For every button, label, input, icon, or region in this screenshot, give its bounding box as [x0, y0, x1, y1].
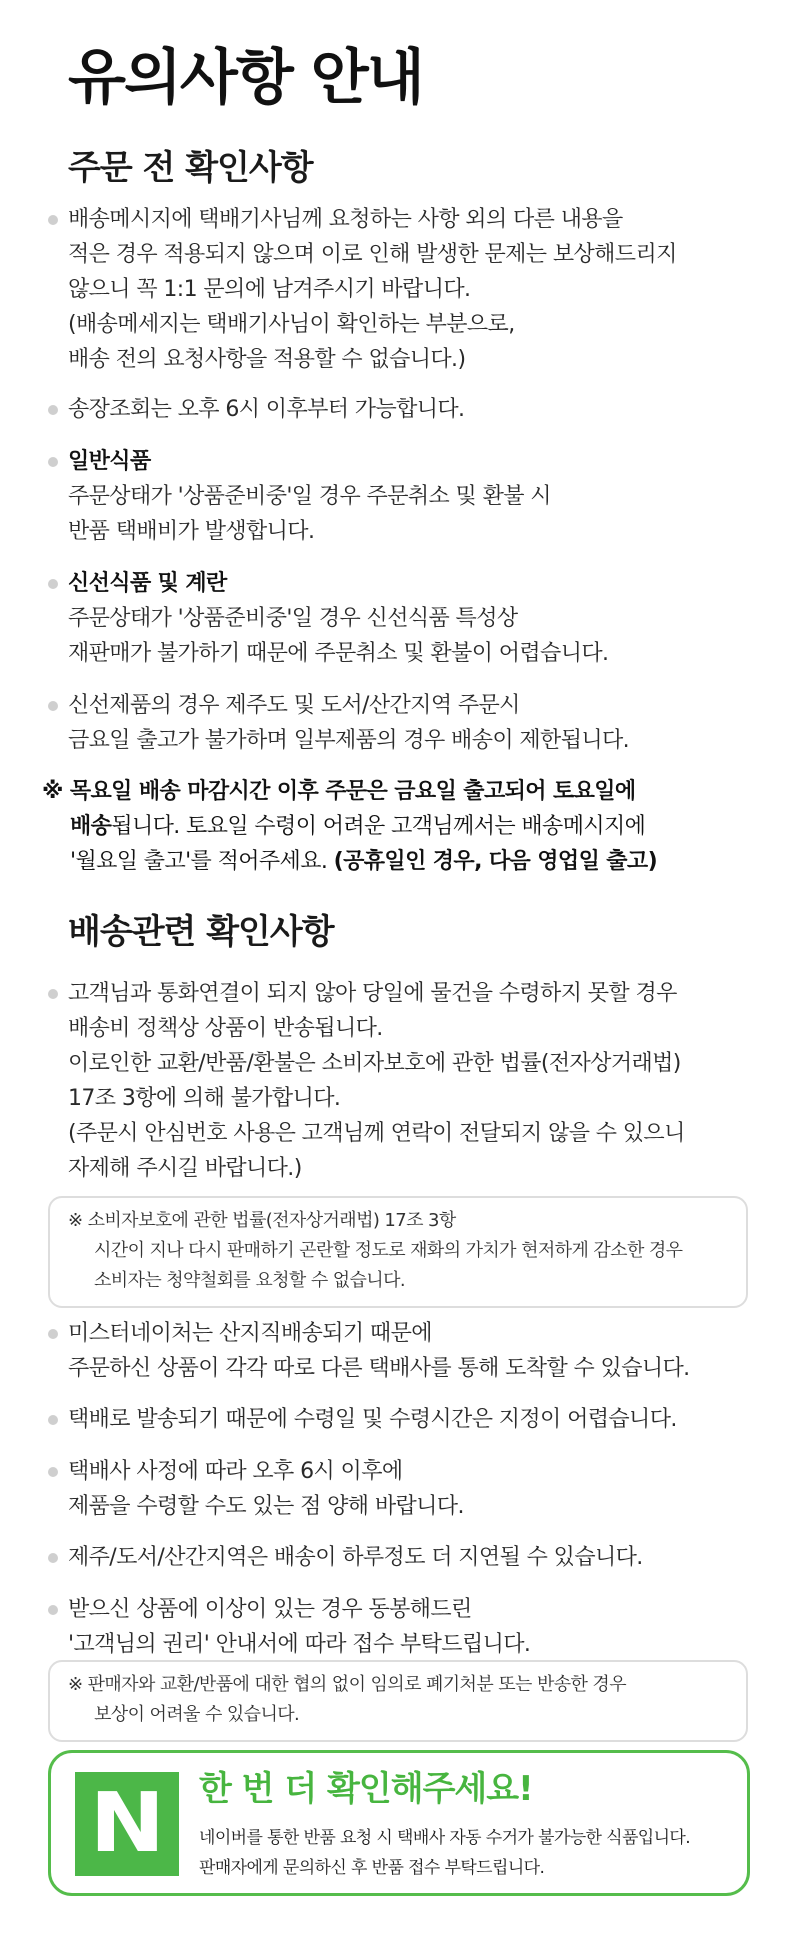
page-title: 유의사항 안내: [68, 43, 423, 113]
item-line: 미스터네이처는 산지직배송되기 때문에: [68, 1321, 432, 1346]
seller-agreement-box: [48, 1660, 748, 1742]
item-line: 배송비 정책상 상품이 반송됩니다.: [68, 1016, 383, 1041]
item-line: 택배사 사정에 따라 오후 6시 이후에: [68, 1459, 403, 1484]
notice-bold-text: ※ 목요일 배송 마감시간 이후 주문은 금요일 출고되어 토요일에: [42, 779, 636, 804]
item-line: 택배로 발송되기 때문에 수령일 및 수령시간은 지정이 어렵습니다.: [68, 1407, 677, 1432]
item-line: 재판매가 불가하기 때문에 주문취소 및 환불이 어렵습니다.: [68, 641, 609, 666]
notice-bold-text: 배송: [70, 814, 112, 839]
item-line: 받으신 상품에 이상이 있는 경우 동봉해드린: [68, 1597, 472, 1622]
naver-return-callout: [48, 1750, 750, 1896]
notice-bold-text: (공휴일인 경우, 다음 영업일 출고): [333, 849, 658, 874]
bullet-dot: [48, 1467, 58, 1477]
item-line: 배송 전의 요청사항을 적용할 수 없습니다.): [68, 347, 466, 372]
notice-text: '월요일 출고'를 적어주세요.: [70, 849, 334, 874]
item-line: (배송메세지는 택배기사님이 확인하는 부분으로,: [68, 312, 515, 337]
before-order-item-message: [68, 202, 760, 377]
bullet-dot: [48, 457, 58, 467]
naver-logo-letter: N: [89, 1776, 165, 1871]
item-line: 17조 3항에 의해 불가합니다.: [68, 1086, 341, 1111]
legal-line: 보상이 어려울 수 있습니다.: [94, 1704, 300, 1725]
delivery-item-direct-shipping: [68, 1316, 760, 1386]
legal-line: ※ 판매자와 교환/반품에 대한 협의 없이 임의로 폐기처분 또는 반송한 경우: [68, 1674, 627, 1695]
item-line: 않으니 꼭 1:1 문의에 남겨주시기 바랍니다.: [68, 277, 471, 302]
naver-headline: 한 번 더 확인해주세요!: [199, 1769, 533, 1809]
naver-desc-line: 판매자에게 문의하신 후 반품 접수 부탁드립니다.: [199, 1858, 545, 1878]
legal-line: ※ 소비자보호에 관한 법률(전자상거래법) 17조 3항: [68, 1210, 456, 1231]
before-order-item-fresh-food: [68, 566, 760, 671]
before-order-item-tracking: [68, 392, 760, 427]
naver-description: [199, 1823, 690, 1883]
item-label: 신선식품 및 계란: [68, 571, 227, 596]
item-line: 제품을 수령할 수도 있는 점 양해 바랍니다.: [68, 1494, 464, 1519]
before-order-item-general-food: [68, 444, 760, 549]
delivery-heading: 배송관련 확인사항: [68, 912, 334, 952]
delivery-item-defect: [68, 1592, 760, 1662]
bullet-dot: [48, 405, 58, 415]
item-line: 주문상태가 '상품준비중'일 경우 주문취소 및 환불 시: [68, 484, 551, 509]
bullet-dot: [48, 215, 58, 225]
delivery-item-after-6pm: [68, 1454, 760, 1524]
naver-logo-icon: [75, 1772, 179, 1876]
notice-text: 됩니다. 토요일 수령이 어려운 고객님께서는 배송메시지에: [111, 814, 646, 839]
item-label: 일반식품: [68, 449, 151, 474]
item-line: 금요일 출고가 불가하며 일부제품의 경우 배송이 제한됩니다.: [68, 728, 630, 753]
item-line: 제주/도서/산간지역은 배송이 하루정도 더 지연될 수 있습니다.: [68, 1545, 643, 1570]
bullet-dot: [48, 1553, 58, 1563]
item-line: 반품 택배비가 발생합니다.: [68, 519, 315, 544]
legal-line: 소비자는 청약철회를 요청할 수 없습니다.: [94, 1270, 406, 1291]
delivery-item-remote-delay: [68, 1540, 760, 1575]
bullet-dot: [48, 701, 58, 711]
item-line: 이로인한 교환/반품/환불은 소비자보호에 관한 법률(전자상거래법): [68, 1051, 681, 1076]
before-order-heading: 주문 전 확인사항: [68, 148, 313, 188]
delivery-item-return-policy: [68, 976, 760, 1186]
item-line: 주문하신 상품이 각각 따로 다른 택배사를 통해 도착할 수 있습니다.: [68, 1356, 690, 1381]
item-line: 신선제품의 경우 제주도 및 도서/산간지역 주문시: [68, 693, 520, 718]
delivery-item-no-date-selection: [68, 1402, 760, 1437]
bullet-dot: [48, 579, 58, 589]
item-line: '고객님의 권리' 안내서에 따라 접수 부탁드립니다.: [68, 1632, 531, 1657]
item-line: 자제해 주시길 바랍니다.): [68, 1156, 302, 1181]
legal-line: 시간이 지나 다시 판매하기 곤란할 정도로 재화의 가치가 현저하게 감소한 경우: [94, 1240, 683, 1261]
item-line: 주문상태가 '상품준비중'일 경우 신선식품 특성상: [68, 606, 518, 631]
item-line: 송장조회는 오후 6시 이후부터 가능합니다.: [68, 397, 465, 422]
consumer-law-box: [48, 1196, 748, 1308]
item-line: 적은 경우 적용되지 않으며 이로 인해 발생한 문제는 보상해드리지: [68, 242, 677, 267]
naver-desc-line: 네이버를 통한 반품 요청 시 택배사 자동 수거가 불가능한 식품입니다.: [199, 1828, 691, 1848]
bullet-dot: [48, 1329, 58, 1339]
before-order-item-jeju: [68, 688, 760, 758]
thursday-cutoff-notice: [42, 774, 770, 879]
item-line: (주문시 안심번호 사용은 고객님께 연락이 전달되지 않을 수 있으니: [68, 1121, 685, 1146]
bullet-dot: [48, 989, 58, 999]
item-line: 배송메시지에 택배기사님께 요청하는 사항 외의 다른 내용을: [68, 207, 623, 232]
bullet-dot: [48, 1605, 58, 1615]
bullet-dot: [48, 1415, 58, 1425]
item-line: 고객님과 통화연결이 되지 않아 당일에 물건을 수령하지 못할 경우: [68, 981, 677, 1006]
